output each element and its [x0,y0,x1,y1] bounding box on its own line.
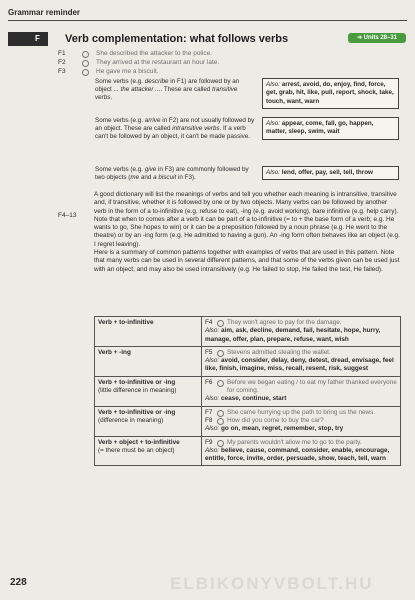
audio-circle-icon [217,418,224,425]
summary-paragraph: Here is a summary of common patterns together with examples of verbs that are used in this pattern. Note that many verbs can be used in several different patterns, and that some of the verbs given can be used just with an object, and may also be used intransitively (e.g. He failed to stop, He failed the test, He failed). [94,249,400,273]
example-range-label: F4–13 [58,212,77,219]
general-explanation [94,191,401,274]
examples-cell [202,346,401,376]
also-verb-list: Also: cease, continue, start [205,395,287,403]
explanation-paragraph: A good dictionary will list the meanings of verbs and tell you whether each meaning is intransitive, transitive and, if transitive, whether it is followed by one or by two objects. Many verbs can be followed by another verb in the form of a to-infinitive (e.g. refuse to eat), -ing (e.g. avoid working), bare infinitive (e.g. help carry). Note that when to comes after a verb it can be part of a to-infinitive (= to + the base form of a verb; e.g. He wants to go, She hopes to win) or it can be a preposition followed by a noun phrase (e.g. He went to the theatre) or by an -ing form (e.g. He admitted to having a gun). An -ing form often behaves like an object (e.g. I regret leaving). [94,191,400,248]
also-verb-list: lend, offer, pay, sell, tell, throw [281,169,373,176]
intransitive-paragraph: Some verbs (e.g. arrive in F2) are not usually followed by an object. These are called intransitive verbs. If a verb can't be followed by an object, it can't be made passive. [95,117,255,141]
audio-circle-icon [82,69,89,76]
examples-cell [202,376,401,406]
audio-circle-icon [217,320,224,327]
units-reference-badge[interactable]: ➜ Units 28–31 [348,33,406,43]
table-row [95,376,401,406]
examples-cell [202,436,401,466]
audio-circle-icon [217,380,224,387]
section-letter: F [8,32,48,46]
example-text: They arrived at the restaurant an hour late. [96,59,220,66]
audio-circle-icon [82,51,89,58]
example-number: F2 [58,59,66,66]
audio-circle-icon [82,60,89,67]
also-verb-list: arrest, avoid, do, enjoy, find, force, get, grab, hit, like, pull, report, shock, take, touch, want, warn [266,81,394,105]
two-objects-paragraph: Some verbs (e.g. give in F3) are commonly followed by two objects (me and a biscuit in F3). [95,166,249,182]
examples-cell [202,406,401,436]
example-text: He gave me a biscuit. [96,68,159,75]
table-example: F4 They won't agree to pay for the damage. [205,319,342,326]
table-row [95,346,401,376]
table-example: F6 Before we began eating / to eat my father thanked everyone for coming. [205,378,397,395]
pattern-cell: Verb + -ing [95,346,202,376]
table-example: F7 She came hurrying up the path to bring us the news. [205,408,376,416]
pattern-cell: Verb + to-infinitive or -ing (difference in meaning) [95,406,202,436]
watermark: ELBIKONYVBOLT.HU [170,574,374,593]
section-title: Verb complementation: what follows verbs [65,33,289,45]
also-box-transitive: Also: arrest, avoid, do, enjoy, find, force, get, grab, hit, like, pull, report, shock, take, touch, want, warn [262,78,399,109]
table-row [95,406,401,436]
audio-circle-icon [217,410,224,417]
audio-circle-icon [217,440,224,447]
table-row [95,436,401,466]
table-row [95,317,401,347]
pattern-cell: Verb + to-infinitive [95,317,202,347]
section-heading [8,32,406,46]
also-verb-list: Also: aim, ask, decline, demand, fail, hesitate, hope, hurry, manage, offer, plan, prepare, refuse, want, wish [205,327,381,343]
table-example: F9 My parents wouldn't allow me to go to the party. [205,438,362,446]
table-example: F5 Stevens admitted stealing the wallet. [205,348,331,356]
pattern-cell: Verb + to-infinitive or -ing (little difference in meaning) [95,376,202,406]
running-header: Grammar reminder [8,8,81,17]
also-verb-list: Also: avoid, consider, delay, deny, detest, dread, envisage, feel like, finish, imagine, miss, recall, resent, risk, suggest [205,357,394,373]
also-verb-list: Also: believe, cause, command, consider, enable, encourage, entitle, force, invite, order, persuade, show, teach, tell, warn [205,446,390,463]
transitive-paragraph: Some verbs (e.g. describe in F1) are followed by an object ... the attacker .... These are called transitive verbs. [95,78,240,102]
example-number: F3 [58,68,66,75]
also-verb-list: Also: go on, mean, regret, remember, stop, try [205,425,344,433]
page-number: 228 [10,577,27,588]
table-example: F8 How did you come to buy the car? [205,416,324,424]
header-rule [8,20,407,21]
example-number: F1 [58,50,66,57]
also-box-intransitive: Also: appear, come, fall, go, happen, matter, sleep, swim, wait [262,117,399,140]
audio-circle-icon [217,350,224,357]
verb-patterns-table [94,316,401,466]
pattern-cell: Verb + object + to-infinitive (= there must be an object) [95,436,202,466]
examples-cell [202,317,401,347]
also-verb-list: appear, come, fall, go, happen, matter, sleep, swim, wait [266,120,374,136]
example-text: She described the attacker to the police. [96,50,212,57]
also-box-two-objects: Also: lend, offer, pay, sell, tell, throw [262,166,399,180]
